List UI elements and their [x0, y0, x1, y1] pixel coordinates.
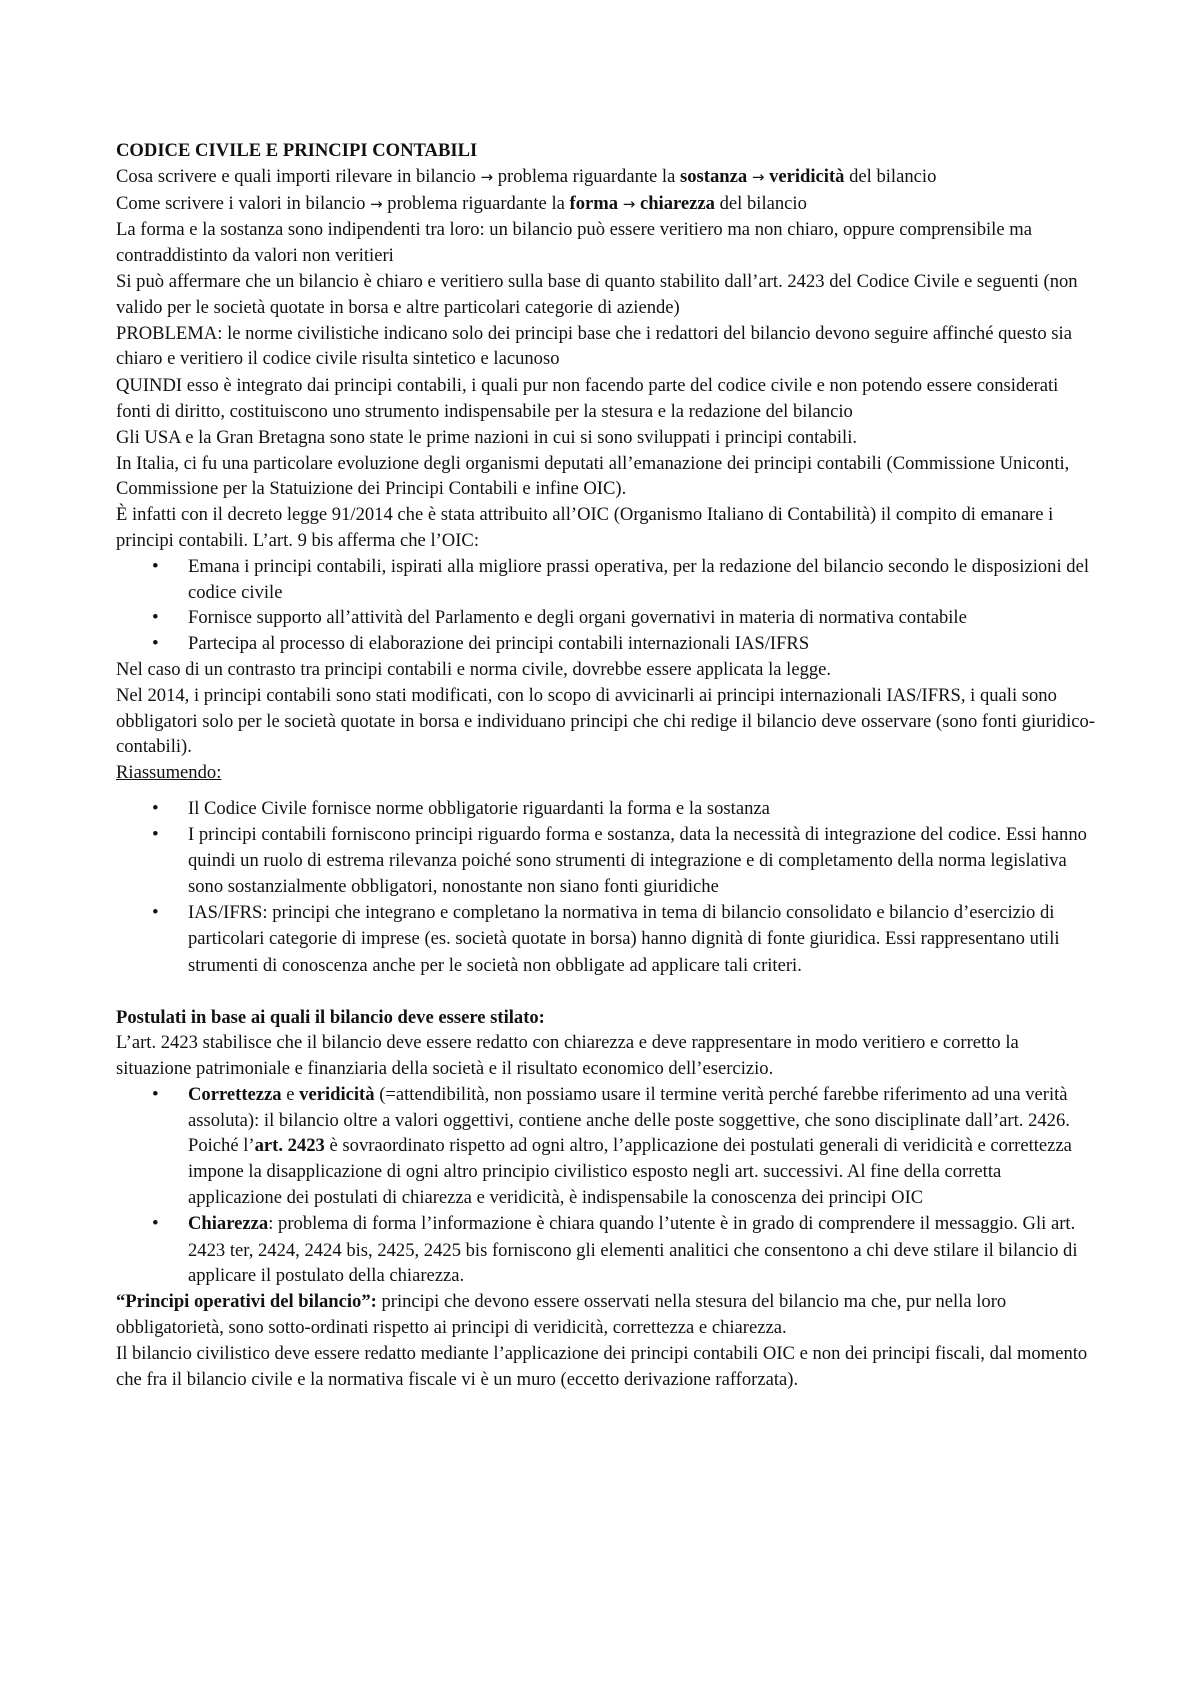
list-item: • Partecipa al processo di elaborazione dei principi contabili internazionali IAS/IFRS [116, 631, 1096, 657]
arrow-right-icon: → [480, 167, 494, 186]
bold-text: veridicità [299, 1083, 375, 1105]
text: hanno dignità di fonte giuridica. Essi rappresentano utili strumenti di conoscenza anche per le società non obbligate ad applicare tali criteri. [188, 927, 1060, 976]
text: PROBLEMA: le norme civilistiche indicano solo dei principi base che i redattori del bilancio devono seguire affinché questo sia chiaro e veritiero [116, 322, 1072, 370]
text: Cosa scrivere e quali importi rilevare in bilancio [116, 165, 481, 187]
paragraph: QUINDI esso è integrato dai principi contabili, i quali pur non facendo parte del codice civile e non potendo essere considerati fonti di diritto, costituiscono uno strumento indispensabile per la stesura e la redazione del bilancio [116, 375, 1059, 422]
bold-text: sostanza [680, 165, 748, 187]
text: il codice civile risulta sintetico e lacunoso [247, 348, 560, 370]
list-item [116, 900, 1096, 978]
text: principi che devono essere osservati nella stesura del bilancio ma che, pur nella loro obbligatorietà, sono sotto-ordinati rispetto ai principi di veridicità, correttezza e chiarezza. [116, 1291, 1007, 1339]
document-title: CODICE CIVILE E PRINCIPI CONTABILI [116, 140, 478, 161]
bold-text: Chiarezza [188, 1212, 269, 1234]
text: è sovraordinato rispetto ad ogni altro, l’applicazione dei postulati generali di veridicità e correttezza impone la disapplicazione di ogni altro principio civilistico esposto negli art. successivi. Al fine della corretta applicazione dei postulati di chiarezza e veridicità, è indispensabile la conoscenza dei principi OIC [188, 1135, 1072, 1209]
text: l’informazione è chiara quando l’utente è in grado di comprendere il messaggio. Gli art. 2423 ter, 2424, 2424 bis, 2425, 2425 bis forniscono gli elementi analitici che consentono a chi deve stilare il bilancio di applicare il postulato della chiarezza. [188, 1212, 1078, 1287]
list-item [116, 1211, 1096, 1289]
oic-list [116, 554, 1096, 657]
paragraph-forma [116, 191, 1096, 218]
section-label-riassumendo: Riassumendo: [116, 762, 222, 784]
text: problema riguardante la [382, 192, 570, 214]
text: I principi contabili forniscono principi riguardo forma e sostanza, data la necessità di integrazione del codice. Essi hanno quindi un ruolo di estrema rilevanza poiché sono strumenti di integrazione e di completamento della norma legislativa [188, 823, 1087, 871]
paragraph: Il bilancio civilistico deve essere redatto mediante l’applicazione dei principi contabili OIC e non dei principi fiscali, dal momento che fra il bilancio civile e la normativa fiscale vi è un muro (eccetto derivazione rafforzata). [116, 1342, 1088, 1390]
section-heading-postulati: Postulati in base ai quali il bilancio deve essere stilato: [116, 1006, 545, 1028]
paragraph: La forma e la sostanza sono indipendenti tra loro: un bilancio può essere veritiero ma non chiaro, oppure comprensibile ma contraddistinto da valori non veritieri [116, 219, 1032, 267]
list-item: • Emana i principi contabili, ispirati alla migliore prassi operativa, per la redazione del bilancio secondo le disposizioni del codice civile [116, 554, 1096, 606]
paragraph-sostanza [116, 164, 1096, 191]
text: : problema di forma [268, 1212, 422, 1234]
paragraph-problema [116, 321, 1096, 374]
bold-text: chiarezza [639, 192, 715, 214]
list-item [116, 1082, 1096, 1211]
list-item [116, 822, 1096, 900]
list-item: • Fornisce supporto all’attività del Parlamento e degli organi governativi in materia di normativa contabile [116, 605, 1096, 631]
text: del bilancio [714, 192, 807, 214]
text: IAS/IFRS: principi che integrano e completano la normativa in tema di bilancio consolidato e bilancio d’esercizio di particolari categorie di imprese (es. società quotate in borsa) [188, 902, 1055, 949]
paragraph: Si può affermare che un bilancio è chiaro e veritiero sulla base di quanto stabilito dall’art. 2423 del Codice Civile e seguenti (non valido per le società quotate in borsa e altre particolari categorie di aziende) [116, 270, 1078, 318]
arrow-right-icon: → [751, 167, 765, 186]
paragraph: Nel caso di un contrasto tra principi contabili e norma civile, dovrebbe essere applicata la legge. [116, 658, 832, 680]
paragraph: È infatti con il decreto legge 91/2014 che è stata attribuito all’OIC (Organismo Italiano di Contabilità) il compito di emanare i principi contabili. L’art. 9 bis afferma che l’OIC: [116, 504, 1054, 551]
bold-text: “Principi operativi del bilancio”: [116, 1291, 377, 1313]
arrow-right-icon: → [370, 194, 383, 213]
bold-text: art. 2423 [254, 1135, 325, 1157]
postulati-list [116, 1082, 1096, 1289]
text: sono sostanzialmente obbligatori, nonostante non siano fonti giuridiche [188, 876, 719, 898]
paragraph: In Italia, ci fu una particolare evoluzione degli organismi deputati all’emanazione dei principi contabili (Commissione Uniconti, Commissione per la Statuizione dei Principi Contabili e infine OIC). [116, 452, 1070, 500]
text: problema riguardante la [493, 165, 681, 187]
document-page [116, 138, 1096, 1392]
text: (=attendibilità, non possiamo usare il termine verità perché farebbe riferimento ad una verità assoluta): il bilancio oltre a valori oggettivi, contiene anche delle poste soggettive, che sono disciplinate dall’art. 2426. Poiché l’ [188, 1083, 1070, 1157]
text: del bilancio [844, 165, 937, 187]
paragraph: Gli USA e la Gran Bretagna sono state le prime nazioni in cui si sono sviluppati i principi contabili. [116, 426, 858, 448]
paragraph: L’art. 2423 stabilisce che il bilancio deve essere redatto con chiarezza e deve rappresentare in modo veritiero e corretto la situazione patrimoniale e finanziaria della società e il risultato economico dell’esercizio. [116, 1032, 1019, 1080]
paragraph-principi-operativi [116, 1289, 1096, 1341]
bold-text: veridicità [769, 165, 845, 187]
bold-text: Correttezza [188, 1083, 282, 1105]
text: e [281, 1083, 300, 1105]
paragraph: Nel 2014, i principi contabili sono stati modificati, con lo scopo di avvicinarli ai principi internazionali IAS/IFRS, i quali sono obbligatori solo per le società quotate in borsa e individuano principi che chi redige il bilancio deve osservare (sono fonti giuridico-contabili). [116, 684, 1095, 758]
bold-text: forma [569, 192, 619, 214]
text: Come scrivere i valori in bilancio [116, 192, 371, 214]
summary-list [116, 796, 1096, 979]
list-item: • Il Codice Civile fornisce norme obbligatorie riguardanti la forma e la sostanza [116, 796, 1096, 822]
arrow-right-icon: → [622, 194, 636, 213]
